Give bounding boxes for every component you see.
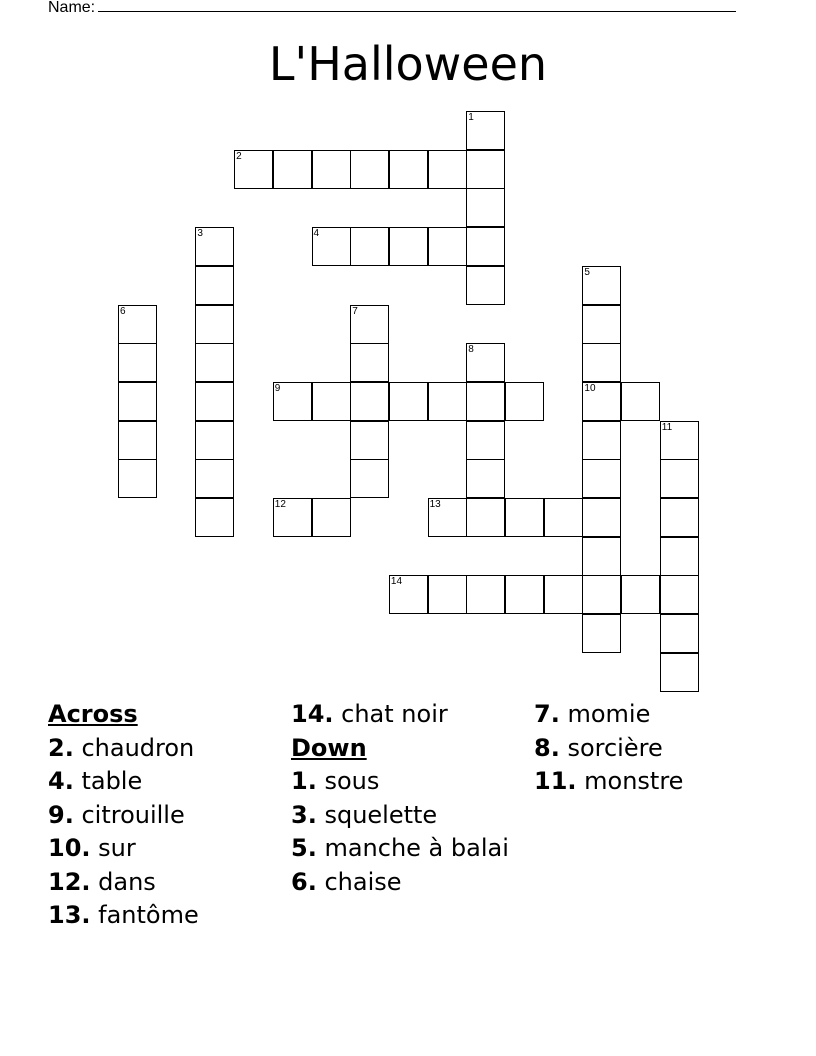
grid-cell[interactable] bbox=[350, 459, 389, 498]
grid-cell[interactable] bbox=[195, 305, 234, 344]
grid-cell[interactable] bbox=[312, 382, 351, 421]
cell-number: 9 bbox=[274, 382, 281, 394]
clue-number: 3. bbox=[291, 800, 317, 829]
grid-cell[interactable] bbox=[389, 227, 428, 266]
grid-cell[interactable] bbox=[582, 421, 621, 460]
cell-number: 8 bbox=[468, 344, 474, 356]
clue-text: monstre bbox=[576, 767, 684, 795]
grid-cell[interactable] bbox=[195, 498, 234, 537]
grid-cell[interactable] bbox=[466, 459, 505, 498]
grid-cell[interactable] bbox=[544, 498, 583, 537]
clue-text: squelette bbox=[316, 800, 438, 829]
clue-text: fantôme bbox=[90, 901, 199, 929]
grid-cell[interactable] bbox=[273, 498, 312, 537]
grid-cell[interactable] bbox=[428, 382, 467, 421]
clues-column-1 bbox=[48, 701, 278, 936]
grid-cell[interactable] bbox=[660, 421, 699, 460]
grid-cell[interactable] bbox=[582, 382, 621, 421]
grid-cell[interactable] bbox=[118, 343, 157, 382]
cell-number: 12 bbox=[274, 499, 286, 510]
grid-cell[interactable] bbox=[660, 614, 699, 653]
grid-cell[interactable] bbox=[621, 575, 660, 614]
clue-item bbox=[291, 768, 521, 795]
grid-cell[interactable] bbox=[195, 343, 234, 382]
clue-item bbox=[291, 869, 521, 896]
grid-cell[interactable] bbox=[505, 575, 544, 614]
clue-item bbox=[48, 735, 278, 762]
clue-heading: Down bbox=[291, 733, 367, 762]
grid-cell[interactable] bbox=[312, 227, 351, 266]
cell-number: 1 bbox=[468, 112, 474, 123]
grid-cell[interactable] bbox=[544, 575, 583, 614]
clue-item bbox=[291, 701, 521, 728]
clue-number: 14. bbox=[291, 700, 334, 728]
clue-text: chat noir bbox=[333, 700, 448, 728]
cell-number: 14 bbox=[390, 576, 403, 588]
grid-cell[interactable] bbox=[273, 382, 312, 421]
cell-number: 7 bbox=[352, 305, 358, 317]
clue-item bbox=[534, 735, 764, 762]
clue-number: 13. bbox=[48, 901, 91, 929]
clue-item bbox=[291, 835, 521, 862]
grid-cell[interactable] bbox=[466, 382, 505, 421]
clue-item bbox=[48, 869, 278, 896]
grid-cell[interactable] bbox=[660, 498, 699, 537]
grid-cell[interactable] bbox=[389, 150, 428, 189]
clue-number: 2. bbox=[48, 733, 74, 762]
grid-cell[interactable] bbox=[505, 498, 544, 537]
clue-number: 12. bbox=[48, 867, 91, 896]
grid-cell[interactable] bbox=[428, 498, 467, 537]
clue-item bbox=[48, 835, 278, 862]
cell-number: 3 bbox=[197, 228, 203, 240]
grid-cell[interactable] bbox=[428, 150, 467, 189]
clue-item bbox=[48, 802, 278, 829]
grid-cell[interactable] bbox=[428, 575, 467, 614]
clue-number: 7. bbox=[534, 700, 560, 728]
clue-number: 1. bbox=[291, 767, 317, 795]
cell-number: 5 bbox=[584, 266, 590, 278]
grid-cell[interactable] bbox=[466, 575, 505, 614]
grid-cell[interactable] bbox=[466, 343, 505, 382]
grid-cell[interactable] bbox=[195, 382, 234, 421]
grid-cell[interactable] bbox=[118, 459, 157, 498]
grid-cell[interactable] bbox=[428, 227, 467, 266]
clue-text: citrouille bbox=[73, 800, 185, 829]
name-label: Name: bbox=[48, 0, 96, 16]
clue-item bbox=[291, 802, 521, 829]
clue-text: chaudron bbox=[73, 733, 195, 762]
grid-cell[interactable] bbox=[582, 343, 621, 382]
clue-number: 9. bbox=[48, 800, 74, 829]
grid-cell[interactable] bbox=[234, 150, 273, 189]
clues-column-2 bbox=[291, 701, 521, 902]
grid-cell[interactable] bbox=[466, 111, 505, 150]
grid-cell[interactable] bbox=[118, 305, 157, 344]
cell-number: 13 bbox=[429, 499, 441, 510]
grid-cell[interactable] bbox=[466, 227, 505, 266]
grid-cell[interactable] bbox=[582, 498, 621, 537]
cell-number: 4 bbox=[313, 228, 320, 240]
grid-cell[interactable] bbox=[466, 266, 505, 305]
clue-number: 11. bbox=[534, 767, 577, 795]
grid-cell[interactable] bbox=[466, 150, 505, 189]
grid-cell[interactable] bbox=[350, 305, 389, 344]
clue-number: 8. bbox=[534, 733, 560, 762]
clue-number: 10. bbox=[48, 834, 91, 862]
grid-cell[interactable] bbox=[582, 459, 621, 498]
grid-cell[interactable] bbox=[389, 575, 428, 614]
grid-cell[interactable] bbox=[195, 459, 234, 498]
clue-text: manche à balai bbox=[316, 834, 509, 862]
clue-text: chaise bbox=[316, 867, 402, 896]
grid-cell[interactable] bbox=[582, 614, 621, 653]
grid-cell[interactable] bbox=[582, 305, 621, 344]
grid-cell[interactable] bbox=[389, 382, 428, 421]
grid-cell[interactable] bbox=[118, 382, 157, 421]
clue-text: table bbox=[73, 767, 143, 795]
clue-text: momie bbox=[559, 700, 651, 728]
grid-cell[interactable] bbox=[195, 421, 234, 460]
grid-cell[interactable] bbox=[195, 227, 234, 266]
grid-cell[interactable] bbox=[660, 653, 699, 692]
grid-cell[interactable] bbox=[350, 343, 389, 382]
clue-number: 4. bbox=[48, 767, 74, 795]
clue-text: sorcière bbox=[559, 733, 663, 762]
clue-heading: Across bbox=[48, 700, 138, 728]
grid-cell[interactable] bbox=[350, 150, 389, 189]
grid-cell[interactable] bbox=[312, 150, 351, 189]
clue-text: sur bbox=[90, 834, 136, 862]
grid-cell[interactable] bbox=[466, 188, 505, 227]
grid-cell[interactable] bbox=[660, 537, 699, 576]
grid-cell[interactable] bbox=[350, 382, 389, 421]
grid-cell[interactable] bbox=[582, 537, 621, 576]
grid-cell[interactable] bbox=[350, 227, 389, 266]
clues-column-3 bbox=[534, 701, 764, 802]
grid-cell[interactable] bbox=[466, 421, 505, 460]
grid-cell[interactable] bbox=[273, 150, 312, 189]
grid-cell[interactable] bbox=[466, 498, 505, 537]
grid-cell[interactable] bbox=[582, 575, 621, 614]
puzzle-title: L'Halloween bbox=[268, 37, 548, 91]
clue-number: 6. bbox=[291, 867, 317, 896]
clue-item bbox=[48, 768, 278, 795]
grid-cell[interactable] bbox=[195, 266, 234, 305]
cell-number: 6 bbox=[120, 305, 126, 317]
cell-number: 10 bbox=[584, 382, 596, 394]
grid-cell[interactable] bbox=[621, 382, 660, 421]
clue-number: 5. bbox=[291, 834, 317, 862]
grid-cell[interactable] bbox=[582, 266, 621, 305]
clue-text: dans bbox=[90, 867, 156, 896]
clue-item bbox=[48, 902, 278, 929]
cell-number: 11 bbox=[661, 421, 673, 433]
grid-cell[interactable] bbox=[660, 459, 699, 498]
grid-cell[interactable] bbox=[505, 382, 544, 421]
clue-text: sous bbox=[316, 767, 380, 795]
clue-item bbox=[534, 768, 764, 795]
grid-cell[interactable] bbox=[350, 421, 389, 460]
grid-cell[interactable] bbox=[118, 421, 157, 460]
cell-number: 2 bbox=[236, 150, 242, 162]
grid-cell[interactable] bbox=[312, 498, 351, 537]
grid-cell[interactable] bbox=[660, 575, 699, 614]
clue-item bbox=[534, 701, 764, 728]
